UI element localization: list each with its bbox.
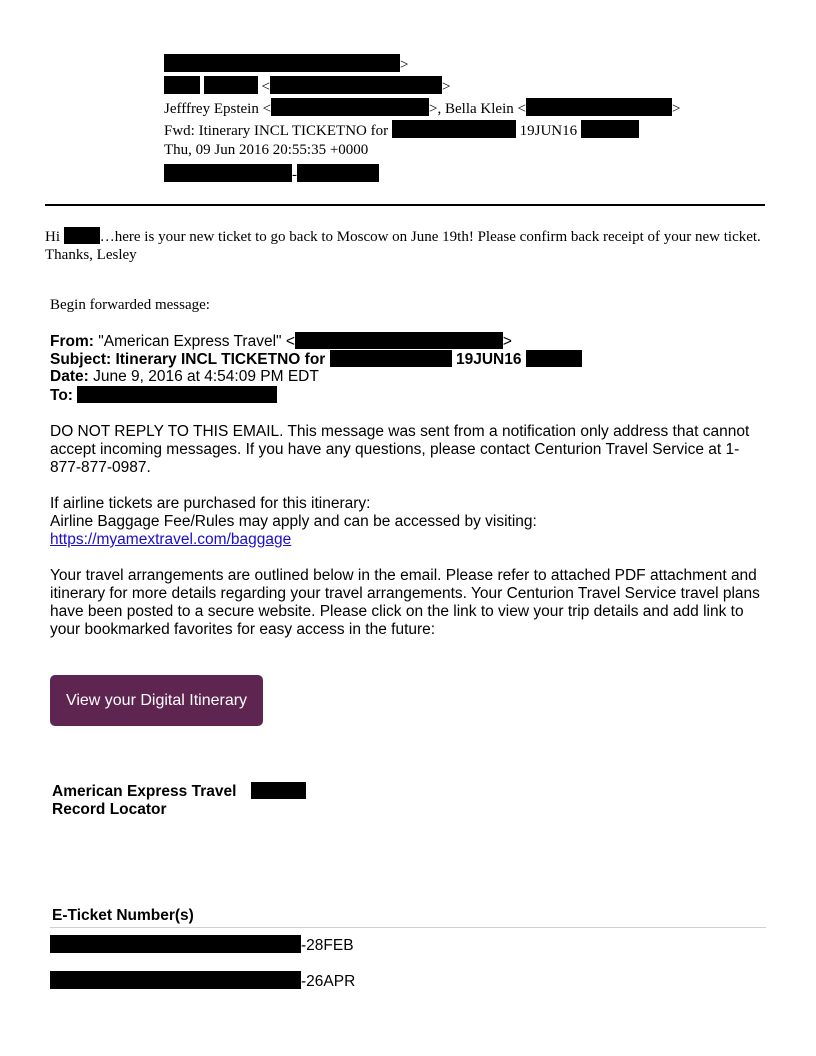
greeting-body: …here is your new ticket to go back to Moscow on June 19th! Please confirm back receipt of your new ticket. Thanks, Lesley (45, 229, 761, 263)
arrangements-paragraph: Your travel arrangements are outlined below in the email. Please refer to attached PDF attachment and itinerary for more details regarding your travel arrangements. Your Centurion Travel Service travel plans have been posted to a secure website. Please click on the link to view your trip details and add link to your bookmarked favorites for easy access in the future: (50, 567, 760, 638)
date-value: Thu, 09 Jun 2016 20:55:35 +0000 (164, 142, 369, 158)
eticket-suffix: -26APR (301, 973, 356, 990)
forwarded-header (50, 332, 770, 404)
forwarded-subject-date: 19JUN16 (455, 351, 522, 368)
redacted-ticket-number (50, 935, 301, 953)
greeting-paragraph (45, 227, 770, 264)
baggage-line-1: If airline tickets are purchased for this itinerary: (50, 495, 371, 512)
forwarded-from-value: "American Express Travel" < (98, 333, 295, 350)
redacted-record-locator (251, 782, 306, 799)
forwarded-date-value: June 9, 2016 at 4:54:09 PM EDT (93, 368, 319, 385)
redacted-to-address (270, 76, 442, 94)
forwarded-subject-value: Itinerary INCL TICKETNO for (115, 351, 326, 368)
eticket-row (50, 971, 355, 991)
forwarded-date-label: Date: (50, 368, 89, 385)
forwarded-to-row (50, 386, 770, 404)
redacted-to-last (204, 76, 258, 94)
forwarded-subject-row (50, 350, 770, 368)
forwarded-subject-label: Subject: (50, 351, 112, 368)
redacted-subject-name (392, 120, 516, 138)
forwarded-date-row (50, 368, 770, 386)
eticket-row (50, 935, 354, 955)
forwarded-from-label: From: (50, 333, 94, 350)
record-locator (52, 782, 306, 819)
view-digital-itinerary-button[interactable]: View your Digital Itinerary (50, 675, 263, 726)
baggage-section (50, 495, 770, 549)
redacted-attachment-1[interactable] (164, 164, 292, 182)
forwarded-to-label: To: (50, 387, 73, 404)
redacted-ticket-number (50, 971, 301, 989)
redacted-cc-address-2 (526, 98, 672, 116)
redacted-to-first (164, 76, 200, 94)
baggage-line-2: Airline Baggage Fee/Rules may apply and can be accessed by visiting: (50, 513, 537, 530)
record-locator-line-2: Record Locator (52, 801, 167, 818)
eticket-heading: E-Ticket Number(s) (52, 907, 194, 924)
cc-text-2: >, Bella Klein < (429, 101, 526, 117)
forwarded-from-row (50, 332, 770, 350)
subject-prefix: Fwd: Itinerary INCL TICKETNO for (164, 123, 389, 139)
forwarded-from-close: > (502, 333, 512, 350)
cc-text-3: > (671, 101, 681, 117)
greeting-hi: Hi (45, 229, 60, 245)
redacted-forwarded-subject-suffix (526, 350, 582, 367)
redacted-forwarded-subject-name (330, 350, 452, 367)
redacted-forwarded-from-address (295, 332, 503, 349)
to-open: < (261, 79, 270, 95)
from-suffix: > (400, 57, 409, 73)
baggage-link[interactable]: https://myamextravel.com/baggage (50, 531, 292, 548)
begin-forwarded-label: Begin forwarded message: (50, 297, 210, 313)
to-close: > (441, 79, 451, 95)
redacted-recipient-name (64, 227, 100, 244)
do-not-reply-notice: DO NOT REPLY TO THIS EMAIL. This message was sent from a notification only address that cannot accept incoming messages. If you have any questions, please contact Centurion Travel Service at 1-877-877-0987. (50, 423, 750, 476)
record-locator-line-1: American Express Travel (52, 782, 306, 801)
attachments-separator: - (292, 167, 297, 183)
redacted-cc-address-1 (271, 98, 429, 116)
eticket-suffix: -28FEB (301, 937, 354, 954)
eticket-divider (50, 927, 766, 928)
redacted-forwarded-to-address (77, 386, 277, 403)
subject-date: 19JUN16 (519, 123, 578, 139)
cc-text-1: Jefffrey Epstein < (164, 101, 272, 117)
header-divider (45, 204, 765, 206)
redacted-subject-suffix (581, 120, 639, 138)
redacted-from-address (164, 54, 400, 72)
redacted-attachment-2[interactable] (297, 164, 379, 182)
